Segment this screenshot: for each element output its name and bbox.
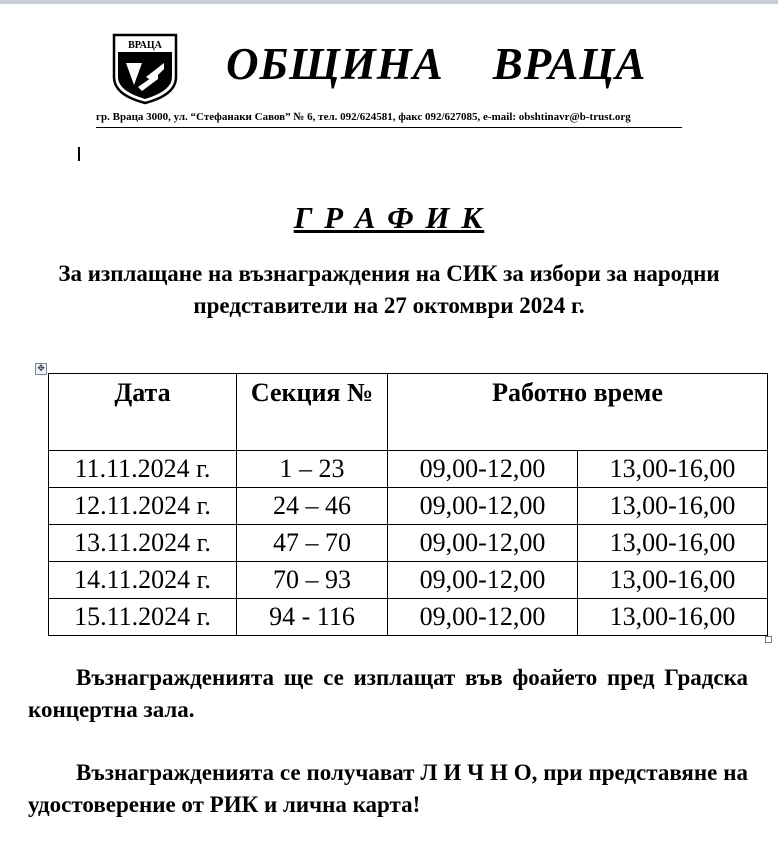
cell-afternoon: 13,00-16,00 — [578, 488, 768, 525]
crest-label: ВРАЦА — [128, 40, 162, 51]
resize-handle-icon[interactable] — [765, 636, 772, 643]
cell-section: 94 - 116 — [237, 599, 388, 636]
crest-icon — [112, 33, 178, 105]
address-line: гр. Враца 3000, ул. “Стефанаки Савов” № 6, тел. 092/624581, факс 092/627085, e-mail: obshtinavr@b-trust.org — [96, 110, 682, 128]
note-text: Възнагражденията се получават Л И Ч Н О, при представяне на удостоверение от РИК и лична карта! — [28, 760, 748, 817]
cell-section: 47 – 70 — [237, 525, 388, 562]
document-subtitle: За изплащане на възнаграждения на СИК за избори за народни представители на 27 октомври 2024 г. — [58, 261, 720, 318]
cell-section: 70 – 93 — [237, 562, 388, 599]
window-top-strip — [0, 0, 778, 4]
cell-morning: 09,00-12,00 — [388, 488, 578, 525]
cell-morning: 09,00-12,00 — [388, 562, 578, 599]
cell-afternoon: 13,00-16,00 — [578, 451, 768, 488]
header-hours: Работно време — [388, 374, 768, 451]
table-row — [49, 525, 768, 562]
cell-afternoon: 13,00-16,00 — [578, 562, 768, 599]
table-row — [49, 599, 768, 636]
cell-morning: 09,00-12,00 — [388, 599, 578, 636]
cell-afternoon: 13,00-16,00 — [578, 599, 768, 636]
cell-afternoon: 13,00-16,00 — [578, 525, 768, 562]
schedule-table — [48, 373, 768, 636]
table-row — [49, 488, 768, 525]
cell-section: 24 – 46 — [237, 488, 388, 525]
header-date: Дата — [49, 374, 237, 451]
table-row — [49, 562, 768, 599]
personal-receipt-note — [28, 757, 748, 821]
cell-date: 13.11.2024 г. — [49, 525, 237, 562]
cell-date: 11.11.2024 г. — [49, 451, 237, 488]
cell-date: 14.11.2024 г. — [49, 562, 237, 599]
org-title: ОБЩИНА ВРАЦА — [226, 39, 647, 89]
cell-morning: 09,00-12,00 — [388, 525, 578, 562]
cell-section: 1 – 23 — [237, 451, 388, 488]
document-title: Г Р А Ф И К — [293, 200, 485, 235]
note-text: Възнагражденията ще се изплащат във фоайето пред Градска концертна зала. — [28, 665, 748, 722]
cell-date: 12.11.2024 г. — [49, 488, 237, 525]
cell-morning: 09,00-12,00 — [388, 451, 578, 488]
header-section: Секция № — [237, 374, 388, 451]
cell-date: 15.11.2024 г. — [49, 599, 237, 636]
table-header-row — [49, 374, 768, 451]
payment-location-note — [28, 662, 748, 726]
move-handle-icon[interactable]: ✥ — [35, 363, 47, 375]
table-row — [49, 451, 768, 488]
text-cursor — [78, 147, 80, 161]
